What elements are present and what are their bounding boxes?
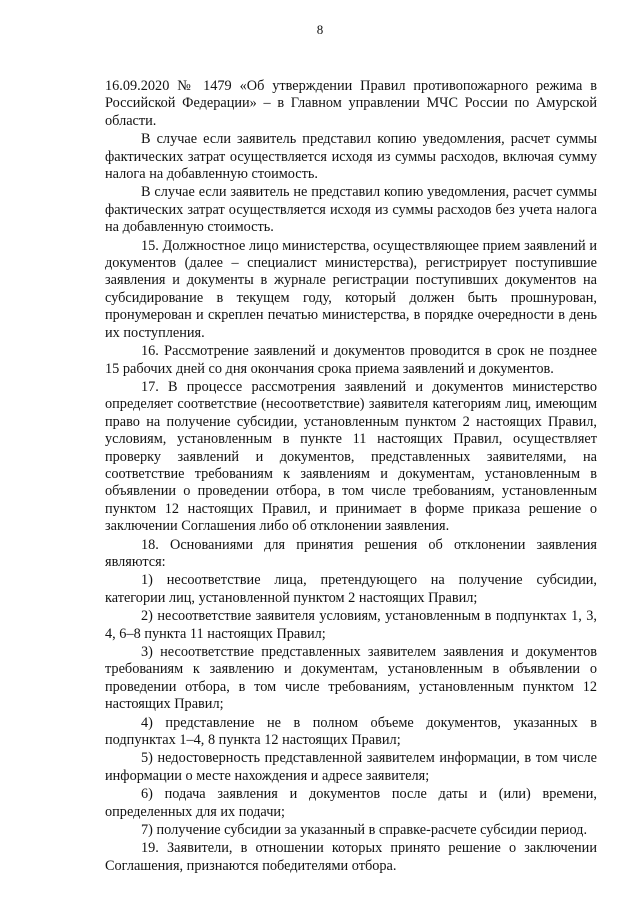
paragraph-19: 19. Заявители, в отношении которых принято решение о заключении Соглашения, признаются победителями отбора. [105,840,597,874]
paragraph-vat-included: В случае если заявитель представил копию уведомления, расчет суммы фактических затрат осуществляется исходя из суммы расходов, включая сумму налога на добавленную стоимость. [105,131,597,183]
list-item-5: 5) недостоверность представленной заявителем информации, в том числе информации о месте нахождения и адресе заявителя; [105,750,597,784]
paragraph-17: 17. В процессе рассмотрения заявлений и документов министерство определяет соответствие (несоответствие) заявителя категориям лиц, имеющим право на получение субсидии, установленным пунктом 2 настоящих Правил, условиям, установленным в пункте 11 настоящих Правил, осуществляет проверку заявлений и документов, представленных заявителями, на соответствие требованиям к заявлениям и документам, установленным в объявлении о проведении отбора, в том числе требованиям, установленным пунктом 12 настоящих Правил, и принимает в форме приказа решение о заключении Соглашения либо об отклонении заявления. [105,378,597,535]
paragraph-15: 15. Должностное лицо министерства, осуществляющее прием заявлений и документов (далее – специалист министерства), регистрирует поступившие заявления и документы в журнале регистрации поступивших документов на субсидирование в текущем году, который должен быть прошнурован, пронумерован и скреплен печатью министерства, в порядке очередности в день их поступления. [105,237,597,341]
list-item-2: 2) несоответствие заявителя условиям, установленным в подпунктах 1, 3, 4, 6–8 пункта 11 настоящих Правил; [105,608,597,642]
list-item-4: 4) представление не в полном объеме документов, указанных в подпунктах 1–4, 8 пункта 12 настоящих Правил; [105,714,597,749]
list-item-7: 7) получение субсидии за указанный в справке-расчете субсидии период. [141,822,588,839]
document-body [105,78,597,875]
paragraph-16: 16. Рассмотрение заявлений и документов проводится в срок не позднее 15 рабочих дней со дня окончания срока приема заявлений и документов. [105,343,597,377]
list-item-3: 3) несоответствие представленных заявителем заявления и документов требованиям к заявлению и документам, установленным в объявлении о проведении отбора, в том числе требованиям, установленным пунктом 12 настоящих Правил; [105,644,597,713]
paragraph-18: 18. Основаниями для принятия решения об отклонении заявления являются: [105,536,597,570]
paragraph-vat-excluded: В случае если заявитель не представил копию уведомления, расчет суммы фактических затрат осуществляется исходя из суммы расходов без учета налога на добавленную стоимость. [105,184,597,236]
paragraph-continuation: 16.09.2020 № 1479 «Об утверждении Правил противопожарного режима в Российской Федерации» – в Главном управлении МЧС России по Амурской области. [105,78,597,129]
list-item-6: 6) подача заявления и документов после даты и (или) времени, определенных для их подачи; [105,786,597,820]
page-number: 8 [316,22,324,37]
list-item-1: 1) несоответствие лица, претендующего на получение субсидии, категории лиц, установленной пунктом 2 настоящих Правил; [105,572,597,606]
